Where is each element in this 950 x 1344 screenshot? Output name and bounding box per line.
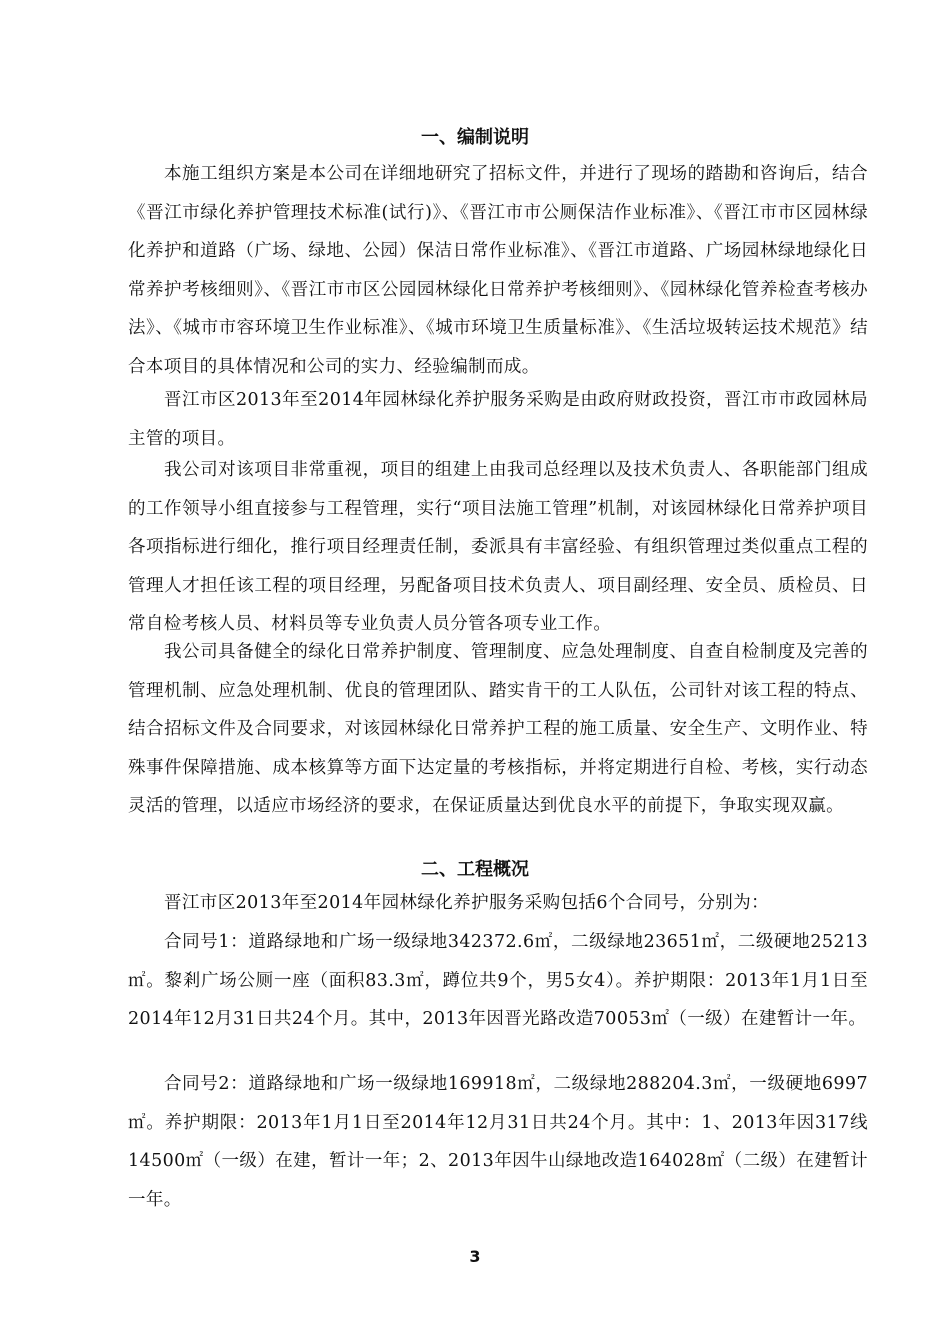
paragraph: 本施工组织方案是本公司在详细地研究了招标文件，并进行了现场的踏勘和咨询后，结合《晋江市绿化养护管理技术标准(试行)》、《晋江市市公厕保洁作业标准》、《晋江市市区园林绿化养护和道路（广场、绿地、公园）保洁日常作业标准》、《晋江市道路、广场园林绿地绿化日常养护考核细则》、《晋江市市区公园园林绿化日常养护考核细则》、《园林绿化管养检查考核办法》、《城市市容环境卫生作业标准》、《城市环境卫生质量标准》、《生活垃圾转运技术规范》结合本项目的具体情况和公司的实力、经验编制而成。 [128, 164, 868, 377]
paragraph: 合同号2：道路绿地和广场一级绿地169918㎡，二级绿地288204.3㎡，一级硬地6997㎡。养护期限：2013年1月1日至2014年12月31日共24个月。其中：1、2013年因317线14500㎡（一级）在建，暂计一年；2、2013年因牛山绿地改造164028㎡（二级）在建暂计一年。 [128, 1074, 868, 1210]
paragraph: 晋江市区2013年至2014年园林绿化养护服务采购是由政府财政投资，晋江市市政园林局主管的项目。 [128, 390, 868, 449]
section-title-compilation-notes: 一、编制说明 [421, 127, 529, 148]
paragraph: 我公司具备健全的绿化日常养护制度、管理制度、应急处理制度、自查自检制度及完善的管理机制、应急处理机制、优良的管理团队、踏实肯干的工人队伍，公司针对该工程的特点、结合招标文件及合同要求，对该园林绿化日常养护工程的施工质量、安全生产、文明作业、特殊事件保障措施、成本核算等方面下达定量的考核指标，并将定期进行自检、考核，实行动态灵活的管理，以适应市场经济的要求，在保证质量达到优良水平的前提下，争取实现双赢。 [128, 642, 868, 817]
page-number: 3 [469, 1247, 481, 1266]
paragraph: 我公司对该项目非常重视，项目的组建上由我司总经理以及技术负责人、各职能部门组成的工作领导小组直接参与工程管理，实行“项目法施工管理”机制，对该园林绿化日常养护项目各项指标进行细化，推行项目经理责任制，委派具有丰富经验、有组织管理过类似重点工程的管理人才担任该工程的项目经理，另配备项目技术负责人、项目副经理、安全员、质检员、日常自检考核人员、材料员等专业负责人员分管各项专业工作。 [128, 460, 868, 635]
paragraph: 晋江市区2013年至2014年园林绿化养护服务采购包括6个合同号，分别为： [164, 893, 770, 913]
section-title-project-overview: 二、工程概况 [421, 859, 529, 880]
paragraph: 合同号1：道路绿地和广场一级绿地342372.6㎡，二级绿地23651㎡，二级硬地25213㎡。黎剎广场公厕一座（面积83.3㎡，蹲位共9个，男5女4）。养护期限：2013年1月1日至2014年12月31日共24个月。其中，2013年因晋光路改造70053㎡（一级）在建暂计一年。 [128, 932, 868, 1030]
